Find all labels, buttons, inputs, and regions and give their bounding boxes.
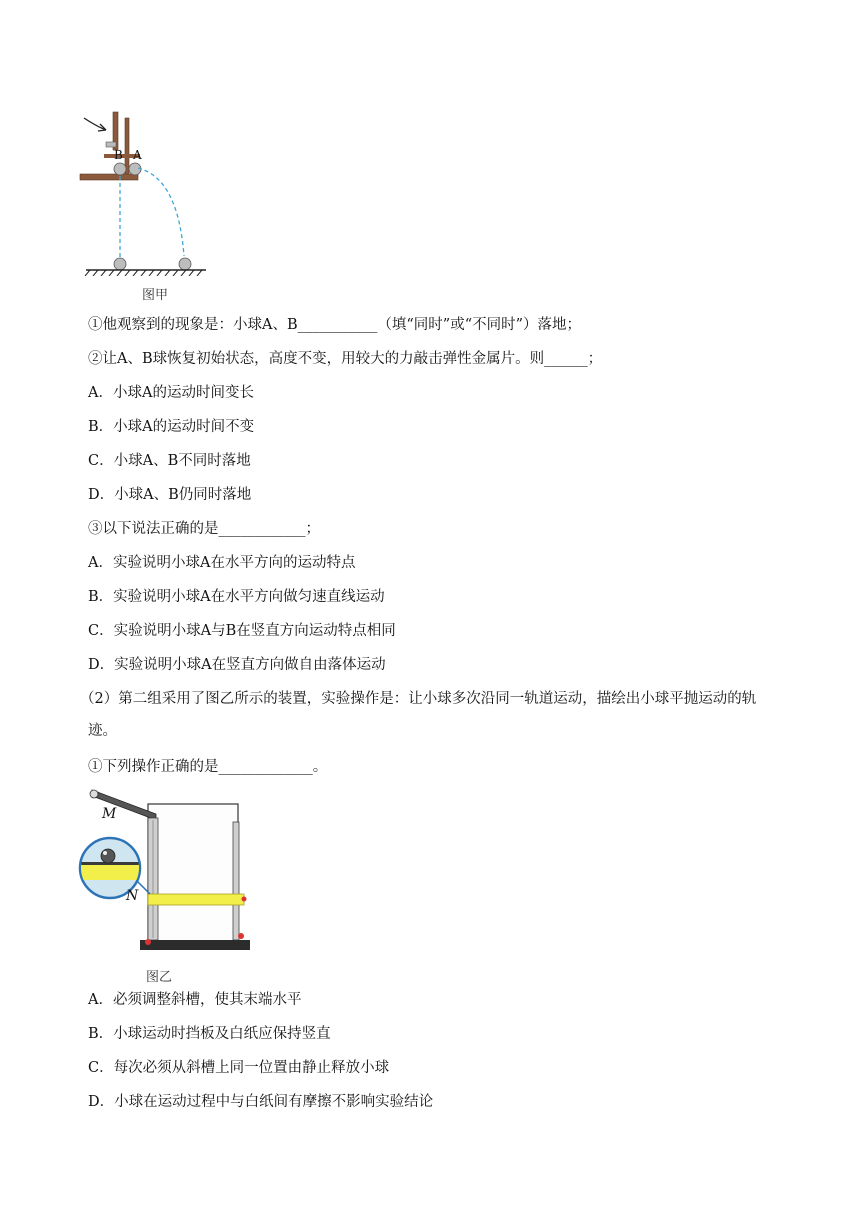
q2-option-c: C．小球A、B不同时落地 [88,453,251,469]
magnified-ball [101,849,115,863]
label-m: M [102,806,117,822]
magnified-edge [78,862,148,865]
q3-option-c: C．实验说明小球A与B在竖直方向运动特点相同 [88,623,396,639]
trajectory-a [138,168,184,256]
white-board [148,804,238,944]
ground-hatching [85,270,202,276]
base-screw-right [238,933,244,939]
part2-intro-line1: （2）第二组采用了图乙所示的装置，实验操作是：让小球多次沿同一轨道运动，描绘出小球平抛运动的轨 [80,691,757,707]
ball-b-label: B [114,148,123,162]
baffle-knob [242,897,247,902]
hammer-head [106,142,116,147]
figure-jia-caption: 图甲 [142,288,169,303]
figure-yi-caption: 图乙 [146,970,173,985]
part2-q1-stem: ①下列操作正确的是_____________。 [88,759,328,775]
strike-arrow [84,118,106,130]
q2-option-b: B．小球A的运动时间不变 [88,419,255,435]
ball-highlight [103,851,107,855]
ball-b-landed [114,258,126,270]
q3-stem: ③以下说法正确的是____________； [88,521,320,537]
q3-option-a: A．实验说明小球A在水平方向的运动特点 [88,555,356,571]
q2-stem: ②让A、B球恢复初始状态，高度不变，用较大的力敲击弹性金属片。则______； [88,351,603,367]
part2-option-a: A．必须调整斜槽，使其末端水平 [88,992,302,1008]
ball-a [129,163,141,175]
base [140,940,250,950]
q2-option-d: D．小球A、B仍同时落地 [88,487,252,503]
ball-a-landed [179,258,191,270]
figure-jia [78,106,208,306]
part2-intro-line2: 迹。 [88,723,117,739]
ball-b [114,163,126,175]
q2-option-a: A．小球A的运动时间变长 [88,385,254,401]
figure-yi [78,784,258,984]
part2-option-d: D．小球在运动过程中与白纸间有摩擦不影响实验结论 [88,1094,434,1110]
q3-option-d: D．实验说明小球A在竖直方向做自由落体运动 [88,657,386,673]
base-plate [80,174,138,180]
chute-ball [90,790,98,798]
base-screw-left [145,939,151,945]
figure-jia-diagram [78,106,208,276]
q3-option-b: B．实验说明小球A在水平方向做匀速直线运动 [88,589,385,605]
q1-observation: ①他观察到的现象是：小球A、B___________（填“同时”或“不同时”）落地； [88,317,582,333]
label-n: N [126,888,139,904]
part2-option-b: B．小球运动时挡板及白纸应保持竖直 [88,1026,331,1042]
part2-option-c: C．每次必须从斜槽上同一位置由静止释放小球 [88,1060,390,1076]
right-rail [233,822,239,940]
yellow-baffle [148,894,244,905]
ball-a-label: A [133,148,142,162]
